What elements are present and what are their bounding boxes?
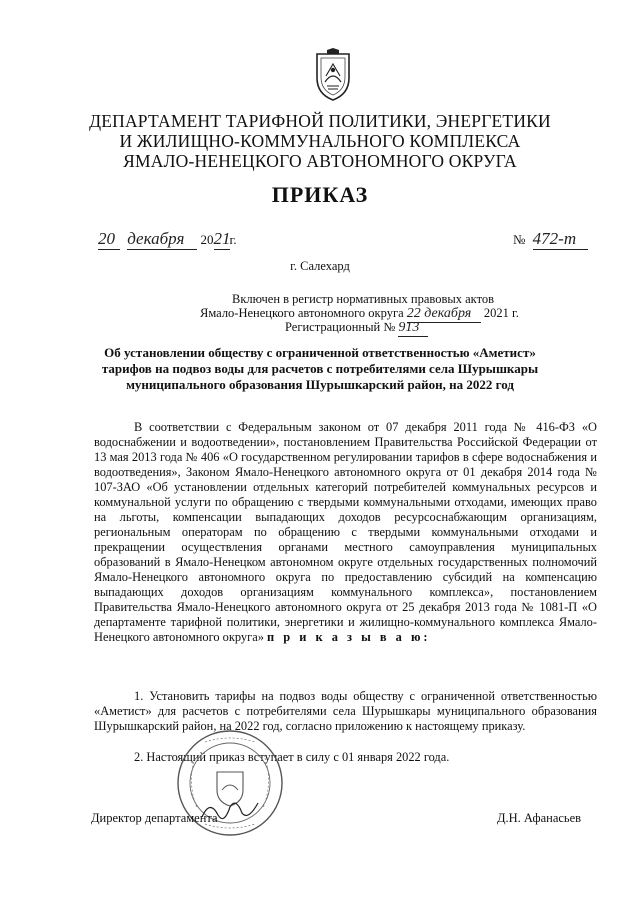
number-label: № bbox=[513, 232, 526, 247]
date-month: декабря bbox=[127, 229, 197, 250]
order-number bbox=[513, 229, 588, 250]
number-value: 472-т bbox=[533, 229, 588, 250]
preamble-text: В соответствии с Федеральным законом от 07 декабря 2011 года № 416-ФЗ «О водоснабжении и водоотведении», постановлением Правительства Российской Федерации от 13 мая 2013 года № 406 «О государственном регулировании тарифов в сфере водоснабжения и водоотведения», Законом Ямало-Ненецкого автономного округа от 01 декабря 2014 года № 107-ЗАО «Об установлении отдельных категорий потребителей коммунальных ресурсов и коммунальной услуги по обращению с твердыми коммунальными отходами, имеющих право на льготы, компенсации выпадающих доходов ресурсоснабжающим организациям, региональным операторам по обращению с твердыми коммунальными отходами и прекращении осуществления органами местного самоуправления муниципальных образований в Ямало-Ненецком автономном округе отдельных государственных полномочий Ямало-Ненецкого автономного округа по предоставлению субсидий на компенсацию выпадающих доходов организациям коммунального комплекса», постановлением Правительства Ямало-Ненецкого автономного округа от 25 декабря 2013 года № 1081-П «О департаменте тарифной политики, энергетики и жилищно-коммунального комплекса Ямало-Ненецкого автономного округа» bbox=[94, 420, 597, 644]
date-day: 20 bbox=[98, 229, 120, 250]
subject-line-1: Об установлении обществу с ограниченной ответственностью «Аметист» bbox=[104, 345, 536, 360]
header-line-1: ДЕПАРТАМЕНТ ТАРИФНОЙ ПОЛИТИКИ, ЭНЕРГЕТИКИ bbox=[89, 111, 551, 131]
subject-line-2: тарифов на подвоз воды для расчетов с потребителями села Шурышкары bbox=[101, 361, 539, 376]
order-date bbox=[98, 229, 237, 250]
registry-region: Ямало-Ненецкого автономного округа bbox=[200, 306, 404, 320]
date-year-end: г. bbox=[229, 232, 237, 247]
registry-number: 913 bbox=[398, 320, 428, 337]
date-year-suffix: 21 bbox=[213, 229, 231, 248]
order-item-2: 2. Настоящий приказ вступает в силу с 01 января 2022 года. bbox=[134, 750, 450, 764]
registry-line-3 bbox=[285, 319, 428, 337]
order-subject bbox=[95, 345, 545, 393]
coat-of-arms-icon bbox=[313, 48, 353, 102]
date-year-prefix: 20 bbox=[200, 232, 214, 247]
registry-line-1: Включен в регистр нормативных правовых актов bbox=[232, 292, 495, 306]
order-word: п р и к а з ы в а ю: bbox=[267, 630, 431, 644]
preamble-paragraph bbox=[94, 420, 597, 645]
header-line-3: ЯМАЛО-НЕНЕЦКОГО АВТОНОМНОГО ОКРУГА bbox=[123, 151, 517, 171]
city: г. Салехард bbox=[290, 259, 350, 273]
order-item-1: 1. Установить тарифы на подвоз воды обществу с ограниченной ответственностью «Аметист» для расчетов с потребителями села Шурышкары муниципального образования Шурышкарский район, на 2022 год, согласно приложению к настоящему приказу. bbox=[94, 689, 597, 733]
registry-date: 22 декабря bbox=[407, 306, 481, 323]
registry-year: 2021 г. bbox=[483, 306, 519, 320]
registry-number-label: Регистрационный № bbox=[285, 320, 396, 334]
document-title: ПРИКАЗ bbox=[271, 182, 369, 207]
signatory-name: Д.Н. Афанасьев bbox=[497, 811, 582, 825]
header-line-2: И ЖИЛИЩНО-КОММУНАЛЬНОГО КОМПЛЕКСА bbox=[119, 131, 521, 151]
signatory-position: Директор департамента bbox=[91, 811, 218, 825]
subject-line-3: муниципального образования Шурышкарский район, на 2022 год bbox=[126, 377, 514, 392]
